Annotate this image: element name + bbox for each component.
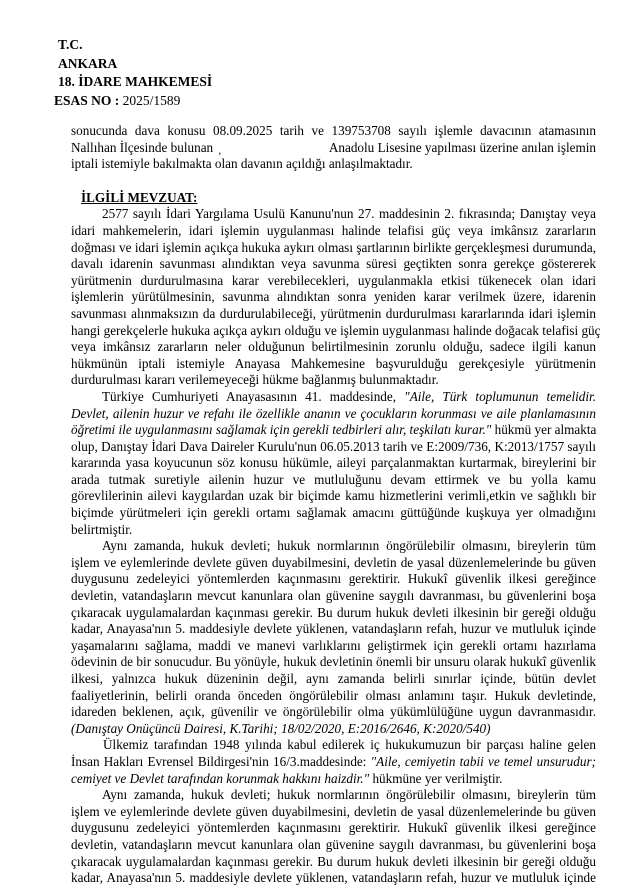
header-city: ANKARA xyxy=(58,55,118,71)
text-line: duygusunu zedeleyici yöntemlerden kaçınmasını gerektirir. Hukukî güvenlik ilkesi gereğince xyxy=(71,820,596,836)
text-span: hükmü yer almakta xyxy=(491,422,597,438)
text-span: Türkiye Cumhuriyeti Anayasasının 41. maddesinde, xyxy=(102,388,405,404)
text-line: işlem ve eylemlerinde devlete güven duyabilmesini, devletin de yasal düzenlemelerinde bu güven xyxy=(71,554,596,570)
document-body xyxy=(71,123,601,887)
paragraph-anayasa-41 xyxy=(71,389,596,538)
text-line xyxy=(71,771,596,788)
text-line: arada tutmak suretiyle ailenin huzur ve mutluluğunu devam ettirmek ve bu yolla kamu xyxy=(71,471,596,487)
text-line: devletin, vatandaşların mevcut kanunlara olan güvenine saygılı davranması, bu güvenlerini boşa xyxy=(71,836,596,852)
quote-text: "Aile, cemiyetin tabii ve temel unsurudur; xyxy=(370,753,596,769)
text-line: görevlilerinin ailevi kaygılardan uzak bir biçimde kamu hizmetlerini verimli,etkin ve sağlıklı bir xyxy=(71,488,596,504)
text-line: çıkaracak uygulamalardan kaçınması gerekir. Bu durum hukuk devleti ilkesinin bir gereği olduğu xyxy=(71,604,596,620)
text-span: İnsan Hakları Evrensel Bildirgesi'nin 16/3.maddesinde: xyxy=(71,753,371,769)
section-title: İLGİLİ MEVZUAT: xyxy=(81,189,198,205)
text-line xyxy=(71,389,596,406)
text-line: hükmünün iptali istemiyle Anayasa Mahkemesine başvurulduğu gerekçesiyle yürütmenin xyxy=(71,355,596,371)
document-header xyxy=(54,36,212,110)
text-line: sonucunda dava konusu 08.09.2025 tarih ve 139753708 sayılı işlemle davacının atamasının xyxy=(71,123,596,138)
text-line: Ülkemiz tarafından 1948 yılında kabul edilerek iç hukukumuzun bir parçası haline gelen xyxy=(103,737,596,753)
text-line: Aynı zamanda, hukuk devleti; hukuk normlarının öngörülebilir olmasını, bireylerin tüm xyxy=(102,787,596,803)
intro-paragraph xyxy=(71,123,596,173)
text-line: durdurulması kararı verilemeyeceği hükme bağlanmış bulunmaktadır. xyxy=(71,372,439,388)
text-line xyxy=(71,422,596,439)
citation-text: (Danıştay Onüçüncü Dairesi, K.Tarihi; 18/02/2020, E:2016/2646, K:2020/540) xyxy=(71,720,491,736)
case-number xyxy=(54,92,212,111)
text-line: duygusunu zedeleyici yöntemlerden kaçınmasını gerektirir. Hukukî güvenlik ilkesi gereğince xyxy=(71,571,596,587)
text-line: davalı idarenin savunması alındıktan veya savunma süresi geçtikten sonra gerekçe göstererek xyxy=(71,256,596,272)
header-tc: T.C. xyxy=(58,37,83,52)
text-line: idari mahkemelerin, idari işlemin uygulanması halinde telafisi güç veya imkânsız zararların xyxy=(71,222,596,238)
text-line: yürütmenin durdurulmasına karar verebilecekleri, uygulanmakla etkisi tükenecek olan idari xyxy=(71,272,596,288)
text-line: devletin, vatandaşların mevcut kanunlara olan güvenine saygılı davranması, bu güvenlerini boşa xyxy=(71,588,596,604)
text-line: ilkesi, yalnızca hukuk düzeninin değil, aynı zamanda belirli sınırlar içinde, bütün devlet xyxy=(71,671,596,686)
text-line: 2577 sayılı İdari Yargılama Usulü Kanunu'nun 27. maddesinin 2. fıkrasında; Danıştay veya xyxy=(102,206,596,222)
text-span: hükmüne yer verilmiştir. xyxy=(369,770,503,786)
quote-text: "Aile, Türk toplumunun temelidir. xyxy=(404,388,597,404)
case-number-label: ESAS NO : xyxy=(54,92,123,108)
text-line: hangi gerekçelerle hukuka açıkça aykırı olduğu ve işlemin uygulanması halinde doğacak telafisi güç xyxy=(71,322,601,338)
text-line xyxy=(71,754,596,771)
text-line: idareden beklenen, açık, güvenilir ve öngörülebilir olma yükümlülüğüne uygun davranmasıdır. xyxy=(71,704,596,720)
text-line: Aynı zamanda, hukuk devleti; hukuk normlarının öngörülebilir olmasını, bireylerin tüm xyxy=(102,538,596,554)
quote-text: Devlet, ailenin huzur ve refahı ile özellikle ananın ve çocukların korunması ve aile planlamasının xyxy=(71,405,596,421)
text-line: iptali istemiyle bakılmakta olan davanın açıldığı anlaşılmaktadır. xyxy=(71,156,413,172)
text-line: belirtmiştir. xyxy=(71,521,133,537)
text-line: biçimde yürütmeleri için gerekli ortamı sağlamak amacını güttüğünde kuşkuya yer olmadığını xyxy=(71,505,596,521)
text-line: doğması ve idari işlemin açıkça hukuka aykırı olması şartlarının birlikte gerçekleşmesi durumunda, xyxy=(71,239,596,255)
text-line: olup, Danıştay İdari Dava Daireler Kurulu'nun 06.05.2013 tarih ve E:2009/736, K:2013/1757 sayılı xyxy=(71,438,596,454)
text-line: faaliyetlerinin, belirli oranda önceden öngörülebilir olması anlamını taşır. Hukuk devletinde, xyxy=(71,687,596,703)
paragraph-hukuk-devleti xyxy=(71,538,596,737)
text-line: kararında yasa koyucunun söz konusu hükümle, aileyi parçalanmaktan kurtarmak, bireylerini bir xyxy=(71,455,596,471)
text-line: kadar, Anayasa'nın 5. maddesiyle devlete yüklenen, vatandaşların refah, huzur ve mutluluk içinde xyxy=(71,621,596,637)
text-line: veya imkânsız zararların neler olduğunun belirtilmesinin zorunlu olduğu, sadece ilgili kanun xyxy=(71,339,596,355)
text-line xyxy=(71,406,596,423)
citation xyxy=(71,721,596,738)
text-line: savunması alınmaksızın da durdurulabileceği, yürütmenin durdurulması kararlarında idari işlemin xyxy=(71,305,596,321)
case-number-value: 2025/1589 xyxy=(122,92,181,108)
text-line: ödevinin de bir sonucudur. Bu yönüyle, hukuk devletinin önemli bir unsuru olarak hukukî güvenlik xyxy=(71,654,596,670)
text-line: çıkaracak uygulamalardan kaçınması gerekir. Bu durum hukuk devleti ilkesinin bir gereği olduğu xyxy=(71,853,596,869)
paragraph-iyuk-27 xyxy=(71,206,601,389)
text-line: kadar, Anayasa'nın 5. maddesiyle devlete yüklenen, vatandaşların refah, huzur ve mutluluk içinde xyxy=(71,870,596,886)
paragraph-ihev xyxy=(71,737,596,787)
text-line: işlemlerin yürütülmesinin, savunma alındıktan sonra yeniden karar verilmek üzere, idarenin xyxy=(71,289,596,305)
text-line: Nallıhan İlçesinde bulunan ̦ Anadolu Lisesine yapılması üzerine anılan işlemin xyxy=(71,139,596,155)
paragraph-hukuk-devleti-repeat xyxy=(71,787,596,887)
text-line: işlem ve eylemlerinde devlete güven duyabilmesini, devletin de yasal düzenlemelerinde bu güven xyxy=(71,803,596,819)
header-court: 18. İDARE MAHKEMESİ xyxy=(58,74,213,89)
quote-text: öğretimi ile uygulanmasını sağlamak için gerekli tedbirleri alır, teşkilatı kurar." xyxy=(71,422,492,438)
quote-text: cemiyet ve Devlet tarafından korunmak hakkını haizdir." xyxy=(71,770,370,786)
text-line: yaşamalarını sağlama, maddi ve manevi varlıklarını geliştirmek için gerekli ortamı hazırlama xyxy=(71,637,596,653)
